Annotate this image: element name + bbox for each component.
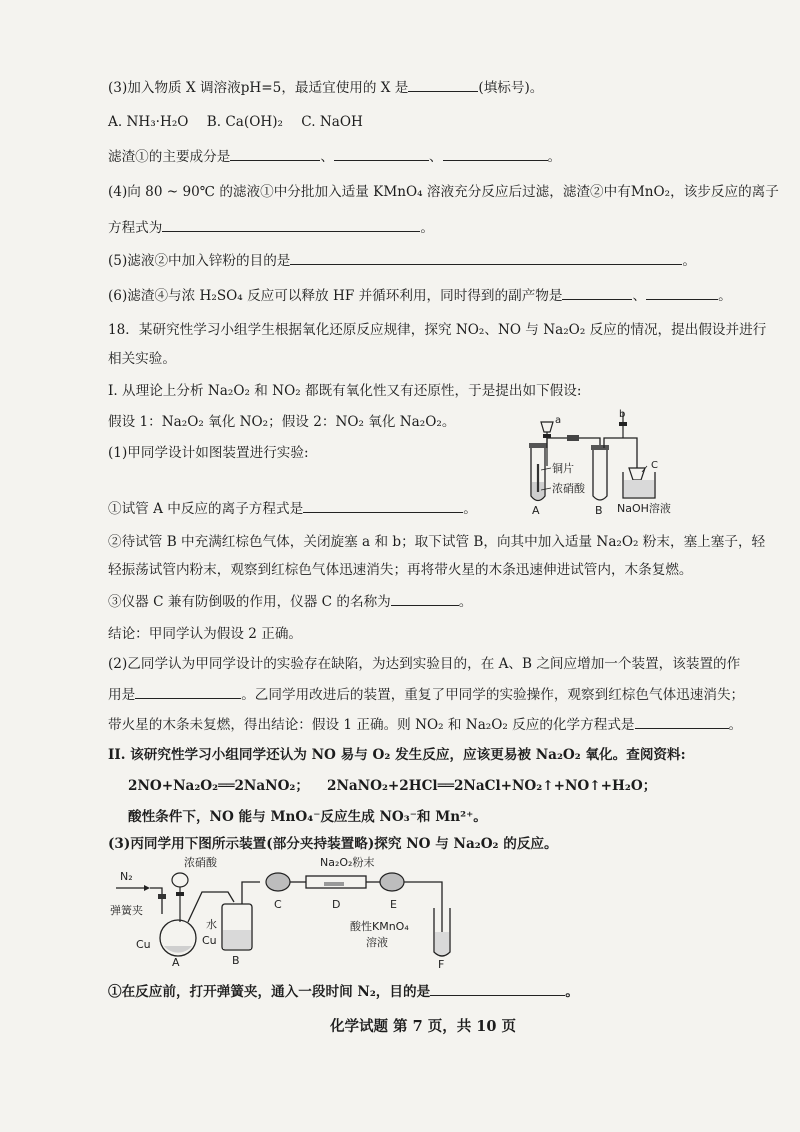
- option-b-label: B.: [206, 114, 222, 130]
- equation-2: 2NaNO₂+2HCl══2NaCl+NO₂↑+NO↑+H₂O；: [326, 778, 657, 794]
- answer-blank[interactable]: [290, 252, 682, 265]
- q18-part1-heading: I. 从理论上分析 Na₂O₂ 和 NO₂ 都既有氧化性又有还原性，于是提出如下假设:: [108, 383, 582, 399]
- label-c: C: [274, 898, 282, 911]
- q18-step2-line2: 用是 。乙同学用改进后的装置，重复了甲同学的实验操作，观察到红棕色气体迅速消失；: [108, 687, 745, 703]
- n2-inlet-tube: [150, 888, 162, 914]
- q18-conclusion: 结论：甲同学认为假设 2 正确。: [108, 626, 303, 642]
- label-e: E: [390, 898, 397, 911]
- label-copper: 铜片: [552, 462, 574, 475]
- q18-step1-2-line2: 轻振荡试管内粉末，观察到红棕色气体迅速消失；再将带火星的木条迅速伸进试管内，木条复燃。: [108, 562, 693, 578]
- label-f: F: [438, 958, 445, 970]
- answer-blank[interactable]: [135, 686, 241, 699]
- label-acidic-kmno4: 酸性KMnO₄: [350, 920, 409, 933]
- answer-blank[interactable]: [443, 148, 548, 161]
- q17-part6: (6)滤渣④与浓 H₂SO₄ 反应可以释放 HF 并循环利用，同时得到的副产物是 、 。: [108, 288, 732, 304]
- q18-step3: (3)丙同学用下图所示装置(部分夹持装置略)探究 NO 与 Na₂O₂ 的反应。: [108, 836, 558, 852]
- q18-intro-line1: 18．某研究性学习小组学生根据氧化还原反应规律，探究 NO₂、NO 与 Na₂O₂ 反应的情况，提出假设并进行: [108, 322, 767, 338]
- option-c-text: NaOH: [319, 114, 363, 130]
- label-cu-b: Cu: [202, 934, 217, 947]
- drying-tube-c: [266, 873, 290, 891]
- label-a: a: [555, 415, 562, 426]
- answer-blank[interactable]: [635, 716, 729, 729]
- apparatus-figure-2: [110, 852, 470, 970]
- q18-step1-3: ③仪器 C 兼有防倒吸的作用，仪器 C 的名称为 。: [108, 594, 473, 610]
- q18-step1-2-line1: ②待试管 B 中充满红棕色气体，关闭旋塞 a 和 b；取下试管 B，向其中加入适量 Na₂O₂ 粉末，塞上塞子，轻: [108, 534, 766, 550]
- answer-blank[interactable]: [303, 500, 463, 513]
- label-na2o2-powder: Na₂O₂粉末: [320, 856, 375, 869]
- dropping-funnel: [172, 873, 188, 887]
- q17-part4-line2: 方程式为 。: [108, 220, 434, 236]
- q17-part4-line1: (4)向 80 ~ 90℃ 的滤液①中分批加入适量 KMnO₄ 溶液充分反应后过滤，滤渣②中有MnO₂，该步反应的离子: [108, 184, 779, 200]
- inverted-funnel-c: [629, 468, 645, 480]
- answer-blank[interactable]: [646, 287, 718, 300]
- q18-step2-line3: 带火星的木条未复燃，得出结论：假设 1 正确。则 NO₂ 和 Na₂O₂ 反应的化学方程式是 。: [108, 717, 743, 733]
- label-water: 水: [206, 918, 217, 931]
- label-tube-a: A: [532, 504, 540, 517]
- label-cu-a: Cu: [136, 938, 151, 951]
- label-flask-a: A: [172, 956, 180, 969]
- stopcock-b: [619, 422, 627, 426]
- rubber-joint: [567, 435, 579, 441]
- q18-step3-1: ①在反应前，打开弹簧夹，通入一段时间 N₂，目的是 。: [108, 984, 579, 1000]
- equation-1: 2NO+Na₂O₂══2NaNO₂；: [128, 778, 309, 794]
- q18-step1-1: ①试管 A 中反应的离子方程式是 。: [108, 501, 477, 517]
- option-a-label: A.: [108, 114, 123, 130]
- label-spring-clip: 弹簧夹: [110, 904, 143, 917]
- q18-step2-line1: (2)乙同学认为甲同学设计的实验存在缺陷，为达到实验目的，在 A、B 之间应增加一个装置，该装置的作: [108, 656, 741, 672]
- test-tube-b: [593, 448, 607, 500]
- page-footer: 化学试题 第 7 页，共 10 页: [330, 1018, 517, 1035]
- spring-clip: [158, 894, 166, 899]
- q17-options: [108, 113, 363, 131]
- naoh-liquid: [624, 480, 654, 497]
- label-bottle-b: B: [232, 954, 240, 967]
- answer-blank[interactable]: [430, 983, 565, 996]
- stopper-b: [591, 445, 609, 450]
- answer-blank[interactable]: [562, 287, 632, 300]
- answer-blank[interactable]: [408, 79, 478, 92]
- label-conc-nitric-acid: 浓硝酸: [552, 482, 585, 495]
- option-a-text: NH₃·H₂O: [126, 114, 189, 130]
- label-d: D: [332, 898, 341, 911]
- label-naoh-solution: NaOH溶液: [617, 502, 671, 515]
- option-b-text: Ca(OH)₂: [225, 114, 283, 130]
- down-tube: [633, 438, 637, 468]
- q17-residue-line: 滤渣①的主要成分是 、 、 。: [108, 149, 562, 165]
- label-tube-b: B: [595, 504, 603, 517]
- funnel-shape: [541, 422, 553, 432]
- label-c: C: [651, 460, 658, 471]
- q18-intro-line2: 相关实验。: [108, 351, 176, 367]
- apparatus-figure-1: [505, 408, 705, 518]
- na2o2-powder: [324, 882, 344, 886]
- drying-tube-e: [380, 873, 404, 891]
- reference-equations: [128, 777, 656, 795]
- q18-part2-heading: II. 该研究性学习小组同学还认为 NO 易与 O₂ 发生反应，应该更易被 Na₂O₂ 氧化。查阅资料:: [108, 747, 686, 763]
- label-b: b: [619, 409, 626, 420]
- option-c-label: C.: [301, 114, 316, 130]
- label-n2: N₂: [120, 870, 133, 883]
- q17-part5: (5)滤液②中加入锌粉的目的是 。: [108, 253, 696, 269]
- answer-blank[interactable]: [162, 219, 420, 232]
- label-conc-nitric-acid-2: 浓硝酸: [184, 856, 217, 869]
- q18-step1: (1)甲同学设计如图装置进行实验:: [108, 445, 309, 461]
- q18-hypotheses: 假设 1：Na₂O₂ 氧化 NO₂；假设 2：NO₂ 氧化 Na₂O₂。: [108, 414, 456, 430]
- answer-blank[interactable]: [391, 593, 459, 606]
- answer-blank[interactable]: [334, 148, 429, 161]
- answer-blank[interactable]: [230, 148, 320, 161]
- q17-part3: (3)加入物质 X 调溶液pH=5，最适宜使用的 X 是 (填标号)。: [108, 80, 544, 96]
- stopper-a: [529, 443, 547, 448]
- label-solution: 溶液: [366, 936, 388, 949]
- acid-condition-note: 酸性条件下，NO 能与 MnO₄⁻反应生成 NO₃⁻和 Mn²⁺。: [128, 809, 487, 825]
